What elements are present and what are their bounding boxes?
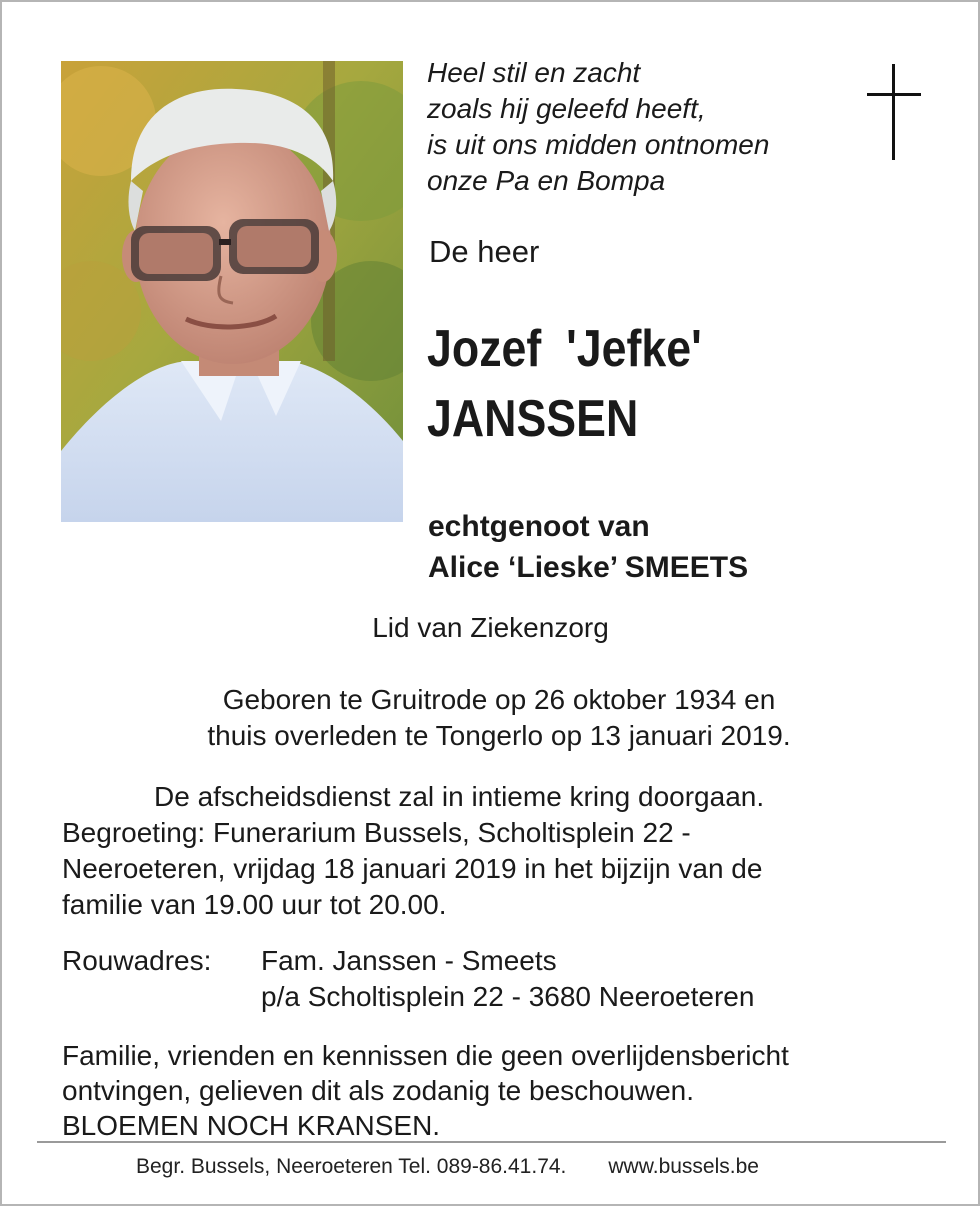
poem-line: Heel stil en zacht [427, 57, 641, 88]
last-name: JANSSEN [427, 390, 639, 448]
membership-text: Lid van Ziekenzorg [372, 612, 609, 643]
deceased-name [427, 314, 702, 454]
family-notice [62, 1038, 789, 1143]
birth-line: Geboren te Gruitrode op 26 oktober 1934 en [222, 684, 776, 715]
notice-line: BLOEMEN NOCH KRANSEN. [62, 1110, 441, 1141]
notice-line: Familie, vrienden en kennissen die geen overlijdensbericht [62, 1040, 789, 1071]
salutation: De heer [429, 234, 540, 269]
portrait-illustration [61, 61, 403, 522]
address-label: Rouwadres: [62, 945, 212, 976]
service-line: De afscheidsdienst zal in intieme kring doorgaan. [154, 781, 765, 812]
notice-line: ontvingen, gelieven dit als zodanig te beschouwen. [62, 1075, 694, 1106]
service-line: Neeroeteren, vrijdag 18 januari 2019 in het bijzijn van de [62, 853, 763, 884]
life-dates [2, 682, 980, 754]
portrait-photo [61, 61, 403, 522]
service-details [62, 779, 962, 923]
footer-divider [37, 1141, 946, 1143]
first-name: Jozef 'Jefke' [427, 320, 702, 378]
spouse-name: Alice ‘Lieske’ SMEETS [428, 551, 749, 584]
spouse-relation: echtgenoot van [428, 510, 650, 543]
memorial-poem [427, 55, 769, 199]
poem-line: is uit ons midden ontnomen [427, 129, 770, 160]
service-line: Begroeting: Funerarium Bussels, Scholtisplein 22 - [62, 817, 691, 848]
website-link[interactable]: www.bussels.be [608, 1155, 759, 1178]
footer [136, 1155, 759, 1179]
undertaker-info: Begr. Bussels, Neeroeteren Tel. 089-86.41.74. [136, 1155, 567, 1178]
service-line: familie van 19.00 uur tot 20.00. [62, 889, 447, 920]
address-lines [261, 943, 754, 1015]
address-line: Fam. Janssen - Smeets [261, 945, 557, 976]
spouse-info [428, 506, 748, 588]
membership [2, 612, 980, 644]
cross-icon [864, 62, 924, 167]
address-line: p/a Scholtisplein 22 - 3680 Neeroeteren [261, 981, 755, 1012]
poem-line: onze Pa en Bompa [427, 165, 666, 196]
poem-line: zoals hij geleefd heeft, [427, 93, 706, 124]
death-line: thuis overleden te Tongerlo op 13 januari 2019. [207, 720, 791, 751]
